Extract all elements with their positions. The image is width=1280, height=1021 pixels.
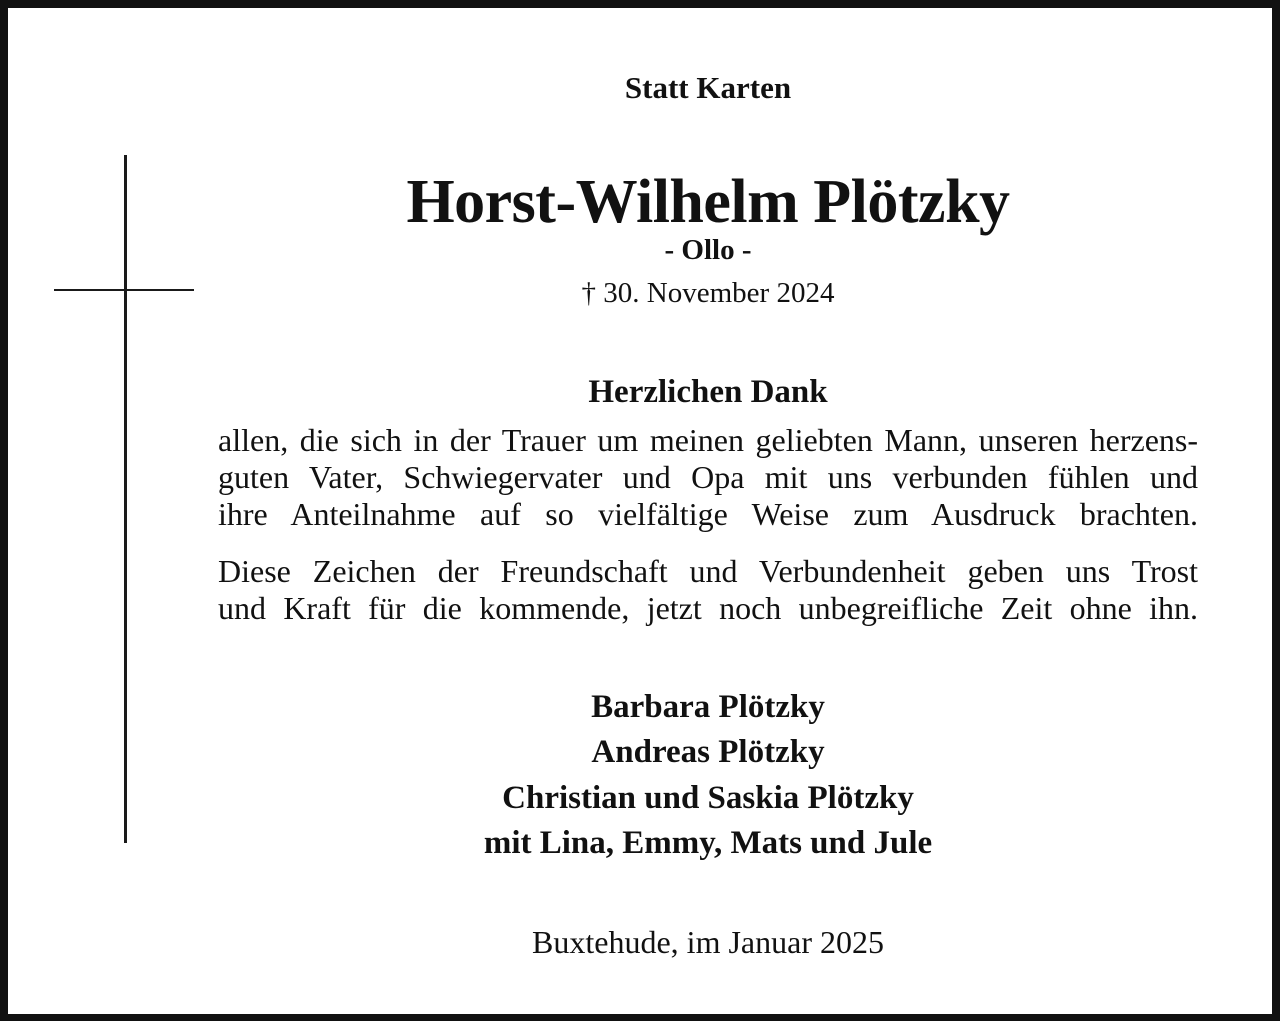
signature-line-4: mit Lina, Emmy, Mats und Jule <box>483 825 933 861</box>
cross-horizontal-bar <box>54 289 194 291</box>
thanks-paragraph-1 <box>218 422 1198 533</box>
thanks-paragraph-1-line-3: ihre Anteilnahme auf so vielfältige Weise zum Ausdruck brachten. <box>218 496 1198 532</box>
thanks-paragraph-2-line-2: und Kraft für die kommende, jetzt noch unbegreifliche Zeit ohne ihn. <box>218 590 1198 626</box>
deceased-name: Horst-Wilhelm Plötzky <box>406 168 1010 236</box>
deceased-nickname: - Ollo - <box>664 234 752 266</box>
signature-line-1: Barbara Plötzky <box>591 689 825 725</box>
place-and-date: Buxtehude, im Januar 2025 <box>532 924 884 960</box>
thanks-paragraph-2 <box>218 553 1198 627</box>
cross-vertical-bar <box>124 155 127 843</box>
thanks-title: Herzlichen Dank <box>588 374 828 410</box>
thanks-paragraph-1-line-2: guten Vater, Schwiegervater und Opa mit uns verbunden fühlen und <box>218 459 1198 495</box>
thanks-paragraph-1-line-1: allen, die sich in der Trauer um meinen geliebten Mann, unseren herzens- <box>218 422 1198 458</box>
death-date: † 30. November 2024 <box>581 277 835 309</box>
thanks-paragraph-2-line-1: Diese Zeichen der Freundschaft und Verbundenheit geben uns Trost <box>218 553 1198 589</box>
header-note: Statt Karten <box>624 70 792 105</box>
signature-line-2: Andreas Plötzky <box>591 734 825 770</box>
signature-line-3: Christian und Saskia Plötzky <box>502 780 914 816</box>
